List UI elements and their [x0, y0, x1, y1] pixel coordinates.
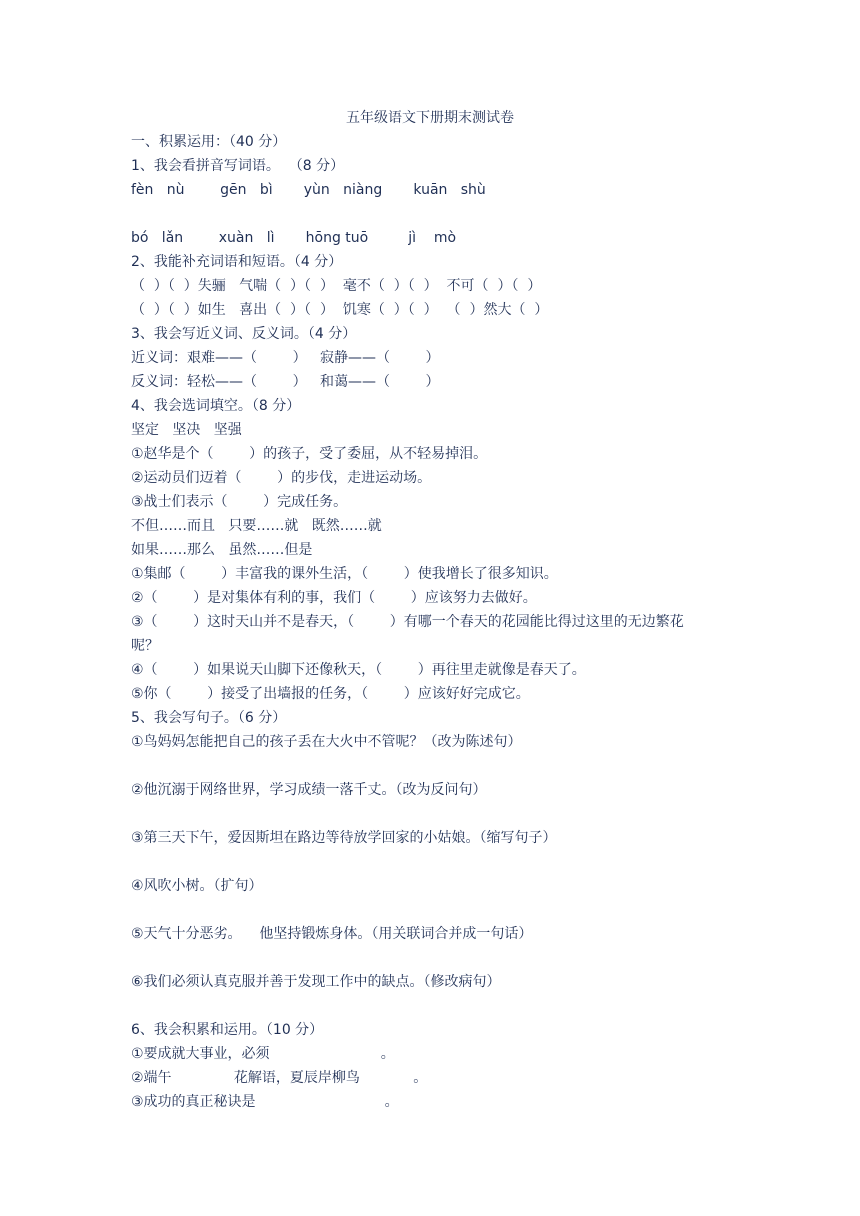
sentence-task: ①鸟妈妈怎能把自己的孩子丢在大火中不管呢？（改为陈述句） — [131, 734, 522, 750]
fill-in-row: ③成功的真正秘诀是 。 — [131, 1094, 399, 1110]
fill-in-row: ⑤你（ ）接受了出墙报的任务，（ ）应该好好完成它。 — [131, 686, 530, 702]
answer-space — [131, 946, 751, 970]
sentence-task: ②他沉溺于网络世界，学习成绩一落千丈。（改为反问句） — [131, 782, 487, 798]
fill-in-row: ③战士们表示（ ）完成任务。 — [131, 494, 348, 510]
question-heading: 2、我能补充词语和短语。（4 分） — [131, 254, 343, 270]
pinyin-row: fèn nù gēn bì yùn niàng kuān shù — [131, 182, 486, 198]
document-body — [131, 130, 751, 1114]
fill-in-row-continuation: 呢？ — [131, 638, 159, 654]
word-choices: 如果……那么 虽然……但是 — [131, 542, 313, 558]
fill-in-row: ①赵华是个（ ）的孩子，受了委屈，从不轻易掉泪。 — [131, 446, 488, 462]
answer-space — [131, 802, 751, 826]
fill-in-row: ③（ ）这时天山并不是春天，（ ）有哪一个春天的花园能比得过这里的无边繁花 — [131, 614, 684, 630]
question-heading: 4、我会选词填空。（8 分） — [131, 398, 301, 414]
question-heading: 5、我会写句子。（6 分） — [131, 710, 287, 726]
fill-in-row: 反义词：轻松——（ ） 和蔼——（ ） — [131, 374, 440, 390]
answer-space — [131, 850, 751, 874]
answer-space — [131, 202, 751, 226]
pinyin-row: bó lǎn xuàn lì hōng tuō jì mò — [131, 230, 457, 246]
word-choices: 坚定 坚决 坚强 — [131, 422, 242, 438]
fill-in-row: ①要成就大事业，必须 。 — [131, 1046, 395, 1062]
question-heading: 1、我会看拼音写词语。 （8 分） — [131, 158, 345, 174]
sentence-task: ⑤天气十分恶劣。 他坚持锻炼身体。（用关联词合并成一句话） — [131, 926, 533, 942]
sentence-task: ③第三天下午，爱因斯坦在路边等待放学回家的小姑娘。（缩写句子） — [131, 830, 557, 846]
page-title: 五年级语文下册期末测试卷 — [346, 110, 514, 126]
fill-in-row: ④（ ）如果说天山脚下还像秋天，（ ）再往里走就像是春天了。 — [131, 662, 586, 678]
fill-in-row: ①集邮（ ）丰富我的课外生活，（ ）使我增长了很多知识。 — [131, 566, 558, 582]
fill-in-row: ②（ ）是对集体有利的事，我们（ ）应该努力去做好。 — [131, 590, 537, 606]
fill-in-row: ②端午 花解语，夏辰岸柳鸟 。 — [131, 1070, 428, 1086]
answer-space — [131, 754, 751, 778]
sentence-task: ⑥我们必须认真克服并善于发现工作中的缺点。（修改病句） — [131, 974, 501, 990]
sentence-task: ④风吹小树。（扩句） — [131, 878, 263, 894]
question-heading: 3、我会写近义词、反义词。（4 分） — [131, 326, 357, 342]
fill-in-row: （ ）（ ）如生 喜出（ ）（ ） 饥寒（ ）（ ） （ ）然大（ ） — [131, 302, 549, 318]
answer-space — [131, 994, 751, 1018]
answer-space — [131, 898, 751, 922]
fill-in-row: 近义词：艰难——（ ） 寂静——（ ） — [131, 350, 440, 366]
fill-in-row: ②运动员们迈着（ ）的步伐，走进运动场。 — [131, 470, 432, 486]
fill-in-row: （ ）（ ）失骊 气喘（ ）（ ） 毫不（ ）（ ） 不可（ ）（ ） — [131, 278, 542, 294]
word-choices: 不但……而且 只要……就 既然……就 — [131, 518, 382, 534]
question-heading: 6、我会积累和运用。（10 分） — [131, 1022, 324, 1038]
section-heading: 一、积累运用：（40 分） — [131, 134, 287, 150]
